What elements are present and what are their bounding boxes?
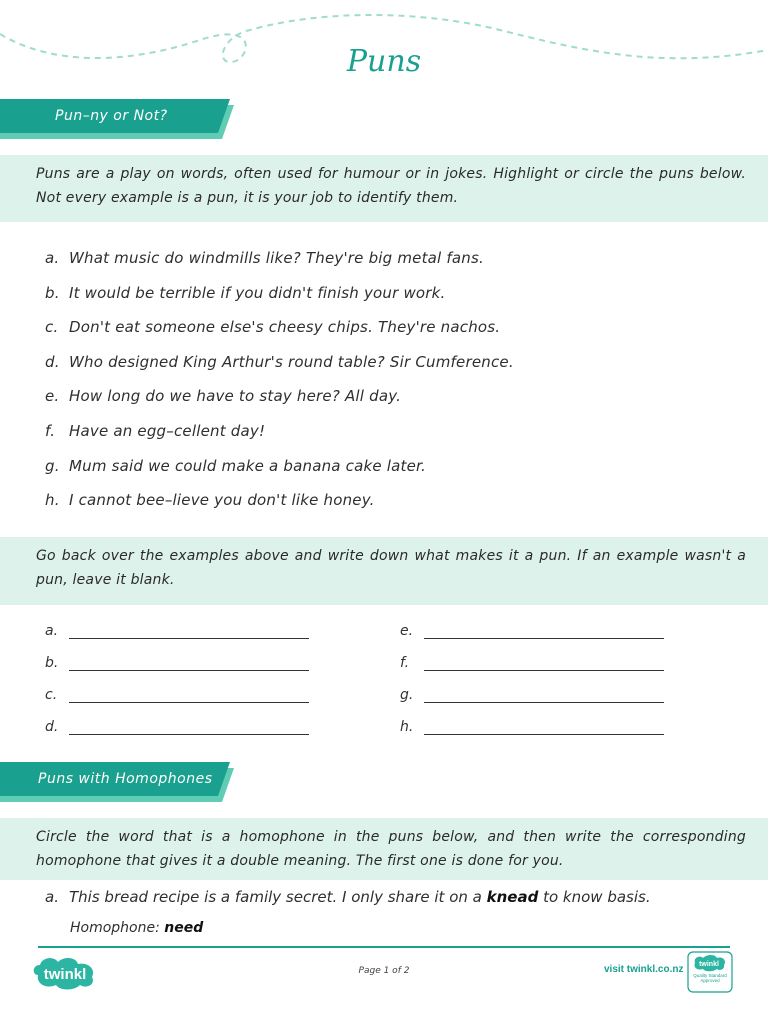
list-item [45,353,514,388]
quality-badge [687,951,733,997]
write-line[interactable] [424,620,664,639]
followup-text: Go back over the examples above and write down what makes it a pun. If an example wasn't a pun, leave it blank. [36,548,746,588]
section-heading: Puns with Homophones [38,771,213,787]
example-text-before: This bread recipe is a family secret. I only share it on a [69,888,487,906]
homophone-example [45,888,651,906]
write-line[interactable] [424,684,664,703]
item-letter: d. [45,352,60,371]
answer-line-c[interactable] [45,684,309,703]
write-line[interactable] [424,652,664,671]
homophone-answer [70,920,203,936]
section-heading: Pun–ny or Not? [55,108,168,124]
item-text: Have an egg–cellent day! [69,421,266,440]
item-letter: g. [45,456,60,475]
answer-letter: c. [45,687,58,703]
footer-divider [38,946,730,948]
item-letter: f. [45,421,56,440]
item-text: Don't eat someone else's cheesy chips. They're nachos. [69,318,501,337]
item-text: What music do windmills like? They're big metal fans. [69,249,484,267]
answer-line-a[interactable] [45,620,309,639]
answer-letter: d. [45,719,59,735]
homophone-answer-word: need [164,920,204,936]
item-letter: b. [45,283,60,302]
answer-letter: a. [45,623,59,639]
badge-subtext: Quality Standard Approved [693,973,727,983]
list-item [45,422,514,457]
badge-logo-text: twinkl [699,961,719,968]
answer-line-e[interactable] [400,620,664,639]
item-letter: c. [45,318,59,337]
list-item [45,491,514,526]
item-text: I cannot bee–lieve you don't like honey. [69,491,375,510]
highlighted-word: knead [486,888,539,906]
item-text [69,888,651,906]
answer-letter: b. [45,655,59,671]
answer-letter: f. [400,655,410,671]
write-line[interactable] [424,716,664,735]
item-letter: a. [45,888,59,906]
homophone-instructions-panel [0,818,768,880]
instructions-text: Puns are a play on words, often used for humour or in jokes. Highlight or circle the puns below. Not every example is a pun, it is your job to identify them. [36,166,746,206]
write-line[interactable] [69,716,309,735]
item-letter: h. [45,491,60,510]
item-text: Mum said we could make a banana cake later. [69,456,427,475]
answer-line-f[interactable] [400,652,664,671]
homophone-label: Homophone: [70,920,160,936]
answer-line-h[interactable] [400,716,664,735]
logo-text: twinkl [43,966,87,983]
homophone-instructions-text: Circle the word that is a homophone in the puns below, and then write the corresponding homophone that gives it a double meaning. The first one is done for you. [36,829,746,869]
pun-list [45,249,514,526]
website-link[interactable]: visit twinkl.co.nz [604,964,684,975]
section-banner-homophones [0,762,240,802]
answer-line-d[interactable] [45,716,309,735]
list-item [45,387,514,422]
page-title: Puns [346,44,422,79]
item-letter: e. [45,387,60,406]
instructions-panel [0,155,768,222]
answer-letter: g. [400,687,414,703]
write-line[interactable] [69,652,309,671]
page-number: Page 1 of 2 [358,966,410,976]
item-text: It would be terrible if you didn't finish your work. [69,283,446,302]
answer-letter: e. [400,623,414,639]
list-item [45,284,514,319]
answer-letter: h. [400,719,414,735]
answer-line-g[interactable] [400,684,664,703]
list-item [45,318,514,353]
example-text-after: to know basis. [538,888,651,906]
followup-panel [0,537,768,605]
write-line[interactable] [69,620,309,639]
item-text: How long do we have to stay here? All day. [69,387,402,406]
list-item [45,249,514,284]
write-line[interactable] [69,684,309,703]
list-item [45,457,514,492]
answer-line-b[interactable] [45,652,309,671]
item-text: Who designed King Arthur's round table? Sir Cumference. [69,352,514,371]
section-banner-pun-ny [0,99,240,139]
item-letter: a. [45,249,60,267]
